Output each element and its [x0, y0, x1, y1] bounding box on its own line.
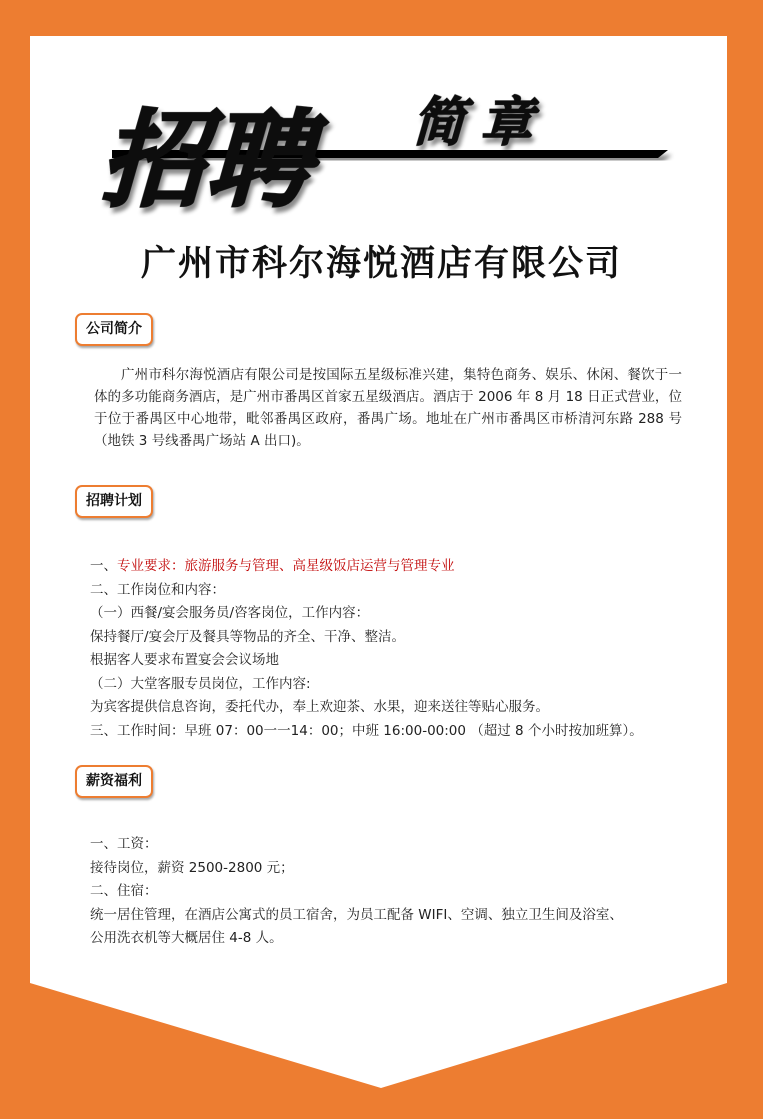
- list-item: 为宾客提供信息咨询，委托代办，奉上欢迎茶、水果，迎来送往等贴心服务。: [90, 699, 549, 715]
- list-item: （一）西餐/宴会服务员/咨客岗位，工作内容：: [90, 605, 370, 621]
- list-item: 统一居住管理，在酒店公寓式的员工宿舍，为员工配备 WIFI、空调、独立卫生间及浴室、: [90, 906, 623, 923]
- list-item: （二）大堂客服专员岗位，工作内容:: [90, 675, 311, 692]
- list-item: 保持餐厅/宴会厅及餐具等物品的齐全、干净、整洁。: [90, 628, 406, 645]
- section-label-benefits: 薪资福利: [75, 765, 153, 798]
- company-name: 广州市科尔海悦酒店有限公司: [140, 243, 622, 284]
- list-item: 二、住宿：: [90, 883, 158, 899]
- list-item: 根据客人要求布置宴会会议场地: [90, 652, 279, 668]
- header-title-small: 简章: [408, 91, 562, 153]
- list-item: 三、工作时间：早班 07：00一一14：00；中班 16:00-00:00 （超过 8 个小时按加班算）。: [90, 722, 643, 739]
- plan-requirement-highlight: 专业要求：旅游服务与管理、高星级饭店运营与管理专业: [117, 558, 455, 574]
- header-title-big: 招聘: [92, 100, 340, 222]
- intro-paragraph: 广州市科尔海悦酒店有限公司是按国际五星级标准兴建，集特色商务、娱乐、休闲、餐饮于一体的多功能商务酒店，是广州市番禺区首家五星级酒店。酒店于 2006 年 8 月 18 日正式营业，位于位于番禺区中心地带，毗邻番禺区政府，番禺广场。地址在广州市番禺区市桥清河东路 288 号（地铁 3 号线番禺广场站 A 出口)。: [94, 367, 682, 449]
- plan-line-prefix: 一、: [90, 558, 117, 574]
- list-item: 公用洗衣机等大概居住 4-8 人。: [90, 930, 283, 946]
- list-item: [90, 555, 710, 579]
- list-item: 接待岗位，薪资 2500-2800 元；: [90, 859, 294, 876]
- plan-list: [90, 555, 710, 743]
- list-item: 二、工作岗位和内容：: [90, 581, 225, 598]
- section-label-plan: 招聘计划: [75, 485, 153, 518]
- recruitment-header-graphic: [0, 68, 763, 228]
- benefits-list: [90, 833, 710, 951]
- section-label-intro: 公司简介: [75, 313, 153, 346]
- list-item: 一、工资：: [90, 836, 158, 852]
